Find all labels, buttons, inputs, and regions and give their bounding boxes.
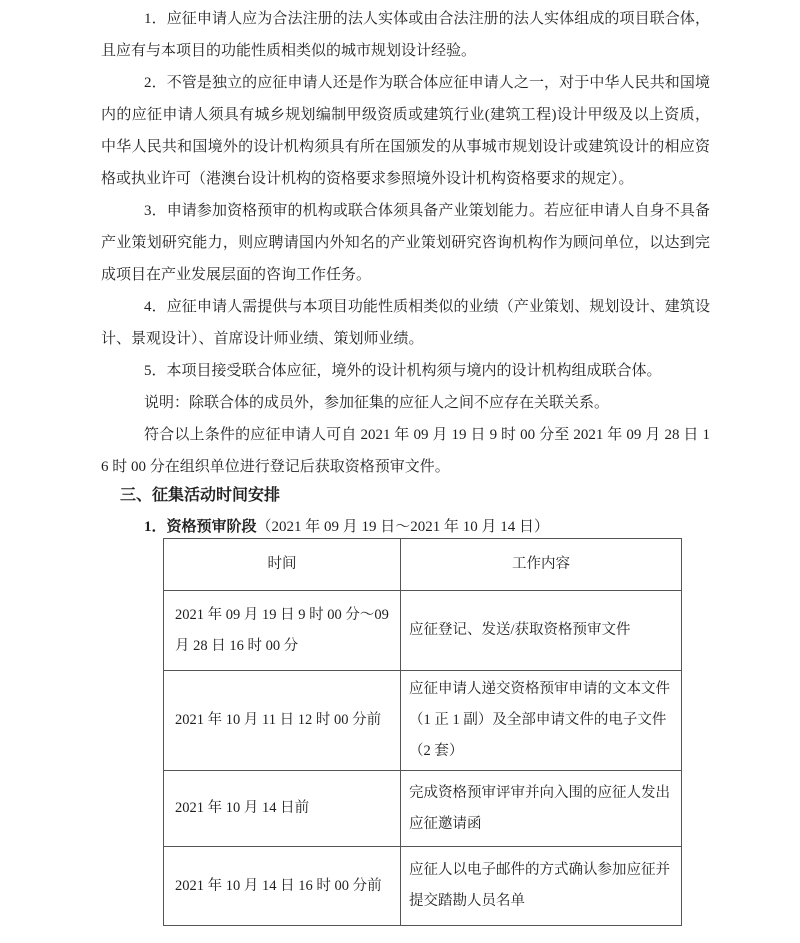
schedule-table bbox=[163, 538, 682, 926]
paragraph-eligibility-1: 1．应征申请人应为合法注册的法人实体或由合法注册的法人实体组成的项目联合体，且应有与本项目的功能性质相类似的城市规划设计经验。 bbox=[101, 11, 710, 59]
table-header-row bbox=[164, 539, 682, 591]
subsection-title: 1．资格预审阶段 bbox=[144, 519, 257, 535]
paragraph-eligibility-3: 3．申请参加资格预审的机构或联合体须具备产业策划能力。若应征申请人自身不具备产业策划研究能力，则应聘请国内外知名的产业策划研究咨询机构作为顾问单位，以达到完成项目在产业发展层面的咨询工作任务。 bbox=[101, 203, 710, 283]
content-cell: 应征人以电子邮件的方式确认参加应征并提交踏勘人员名单 bbox=[401, 847, 682, 926]
time-cell: 2021 年 09 月 19 日 9 时 00 分～09 月 28 日 16 时 00 分 bbox=[164, 591, 401, 671]
table-row bbox=[164, 771, 682, 847]
content-cell: 完成资格预审评审并向入围的应征人发出应征邀请函 bbox=[401, 771, 682, 847]
time-cell: 2021 年 10 月 14 日 16 时 00 分前 bbox=[164, 847, 401, 926]
paragraph-eligibility-4: 4．应征申请人需提供与本项目功能性质相类似的业绩（产业策划、规划设计、建筑设计、景观设计）、首席设计师业绩、策划师业绩。 bbox=[101, 299, 710, 347]
table-header-time: 时间 bbox=[164, 539, 401, 591]
content-cell: 应征登记、发送/获取资格预审文件 bbox=[401, 591, 682, 671]
section-heading-schedule: 三、征集活动时间安排 bbox=[120, 487, 281, 504]
time-cell: 2021 年 10 月 11 日 12 时 00 分前 bbox=[164, 671, 401, 771]
content-cell: 应征申请人递交资格预审申请的文本文件（1 正 1 副）及全部申请文件的电子文件（2 套） bbox=[401, 671, 682, 771]
paragraph-note: 说明：除联合体的成员外，参加征集的应征人之间不应存在关联关系。 bbox=[144, 395, 610, 411]
time-cell: 2021 年 10 月 14 日前 bbox=[164, 771, 401, 847]
paragraph-eligibility-5: 5．本项目接受联合体应征，境外的设计机构须与境内的设计机构组成联合体。 bbox=[144, 363, 662, 379]
table-row bbox=[164, 847, 682, 926]
body-text bbox=[101, 3, 710, 483]
paragraph-eligibility-2: 2．不管是独立的应征申请人还是作为联合体应征申请人之一，对于中华人民共和国境内的应征申请人须具有城乡规划编制甲级资质或建筑行业(建筑工程)设计甲级及以上资质，中华人民共和国境外的设计机构须具有所在国颁发的从事城市规划设计或建筑设计的相应资格或执业许可（港澳台设计机构的资格要求参照境外设计机构资格要求的规定）。 bbox=[101, 75, 710, 187]
table-row bbox=[164, 671, 682, 771]
table-row bbox=[164, 591, 682, 671]
table-header-content: 工作内容 bbox=[401, 539, 682, 591]
subsection-date-range: （2021 年 09 月 19 日～2021 年 10 月 14 日） bbox=[256, 519, 550, 535]
paragraph-registration-period: 符合以上条件的应征申请人可自 2021 年 09 月 19 日 9 时 00 分至 2021 年 09 月 28 日 16 时 00 分在组织单位进行登记后获取资格预审文件。 bbox=[101, 427, 710, 475]
